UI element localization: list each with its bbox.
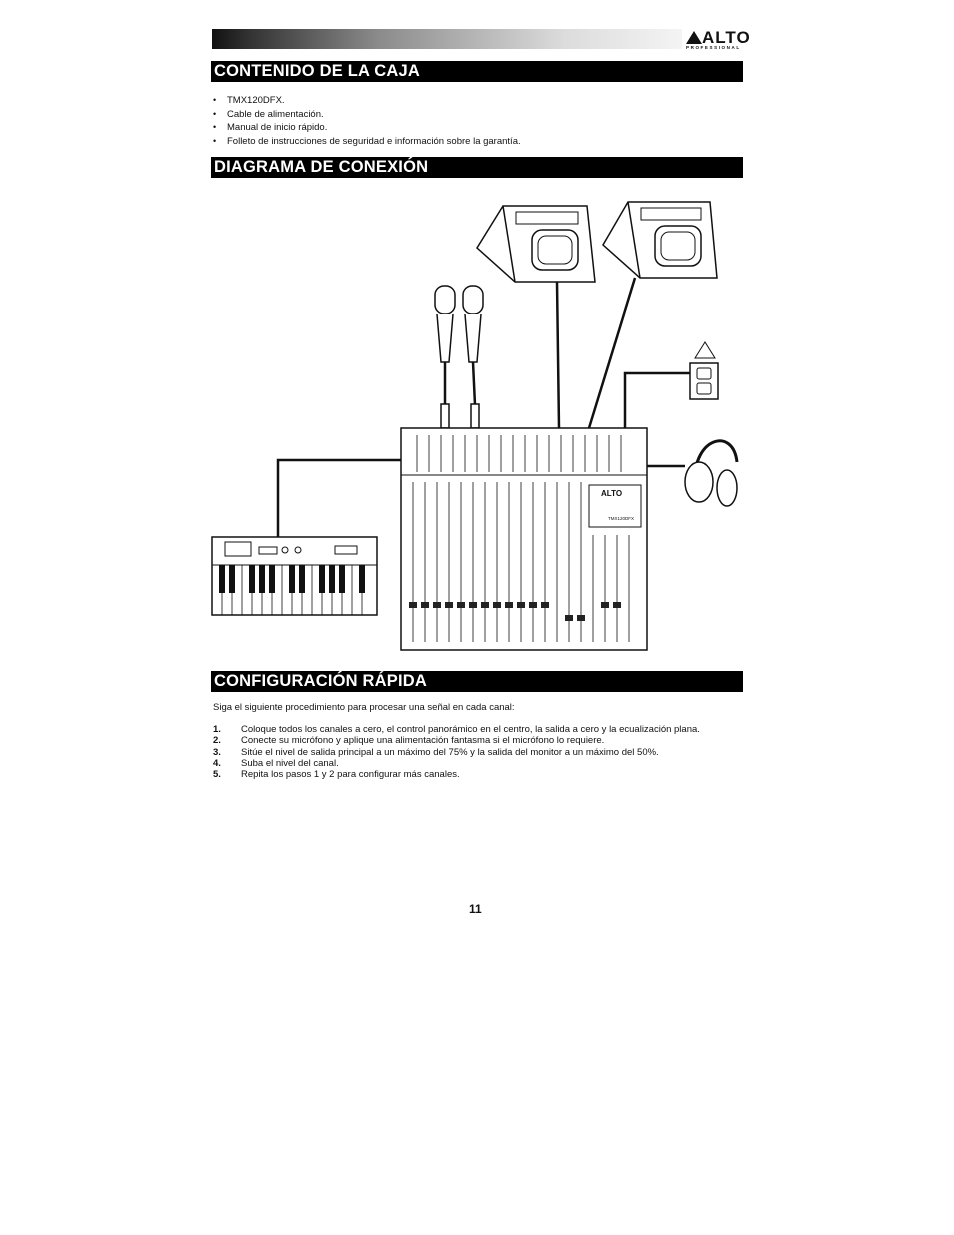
step-number: 4. — [213, 757, 221, 769]
speaker-icon — [603, 202, 717, 278]
section-title-box-contents: CONTENIDO DE LA CAJA — [211, 61, 743, 82]
step-number: 3. — [213, 746, 221, 758]
list-item — [213, 135, 521, 149]
list-item — [213, 724, 700, 735]
list-item-text: Cable de alimentación. — [227, 108, 324, 120]
bullet-icon: • — [213, 122, 217, 132]
connection-diagram — [205, 190, 745, 660]
logo-word: ALTO — [702, 28, 751, 47]
list-item-text: TMX120DFX. — [227, 95, 285, 106]
step-text: Conecte su micrófono y aplique una alimentación fantasma si el micrófono lo requiere. — [241, 735, 605, 747]
list-item — [213, 94, 521, 108]
step-number: 5. — [213, 769, 221, 781]
step-text: Sitúe el nivel de salida principal a un máximo del 75% y la salida del monitor a un máximo del 50%. — [241, 746, 659, 758]
quick-setup-intro: Siga el siguiente procedimiento para procesar una señal en cada canal: — [213, 702, 515, 713]
mixer-icon — [401, 428, 647, 650]
step-number: 1. — [213, 724, 221, 735]
alto-logo — [684, 28, 751, 50]
step-text: Coloque todos los canales a cero, el control panorámico en el centro, la salida a cero y la ecualización plana. — [241, 724, 700, 735]
bullet-icon: • — [213, 108, 217, 119]
speaker-icon — [477, 206, 595, 282]
box-contents-list — [213, 94, 521, 148]
list-item-text: Folleto de instrucciones de seguridad e información sobre la garantía. — [227, 135, 521, 147]
logo-triangle-icon — [686, 31, 702, 44]
headphones-icon — [685, 441, 737, 506]
bullet-icon: • — [213, 95, 217, 105]
power-outlet-icon — [690, 342, 718, 399]
list-item-text: Manual de inicio rápido. — [227, 122, 328, 133]
step-number: 2. — [213, 735, 221, 747]
quick-setup-steps — [213, 724, 700, 780]
list-item — [213, 121, 521, 135]
page-number: 11 — [469, 902, 482, 916]
mixer-logo: ALTO — [601, 489, 623, 498]
mixer-model: TMX120DFX — [608, 516, 635, 521]
step-text: Repita los pasos 1 y 2 para configurar más canales. — [241, 769, 460, 781]
bullet-icon: • — [213, 135, 217, 146]
microphone-icon — [463, 286, 483, 428]
keyboard-icon — [212, 537, 377, 615]
microphone-icon — [435, 286, 455, 428]
header-gradient-bar — [212, 29, 682, 49]
list-item — [213, 747, 700, 758]
list-item — [213, 769, 700, 780]
logo-subtext: PROFESSIONAL — [686, 45, 741, 50]
list-item — [213, 758, 700, 769]
list-item — [213, 108, 521, 122]
list-item — [213, 735, 700, 746]
section-title-quick-setup: CONFIGURACIÓN RÁPIDA — [211, 671, 743, 692]
step-text: Suba el nivel del canal. — [241, 757, 339, 769]
section-title-connection-diagram: DIAGRAMA DE CONEXIÓN — [211, 157, 743, 178]
